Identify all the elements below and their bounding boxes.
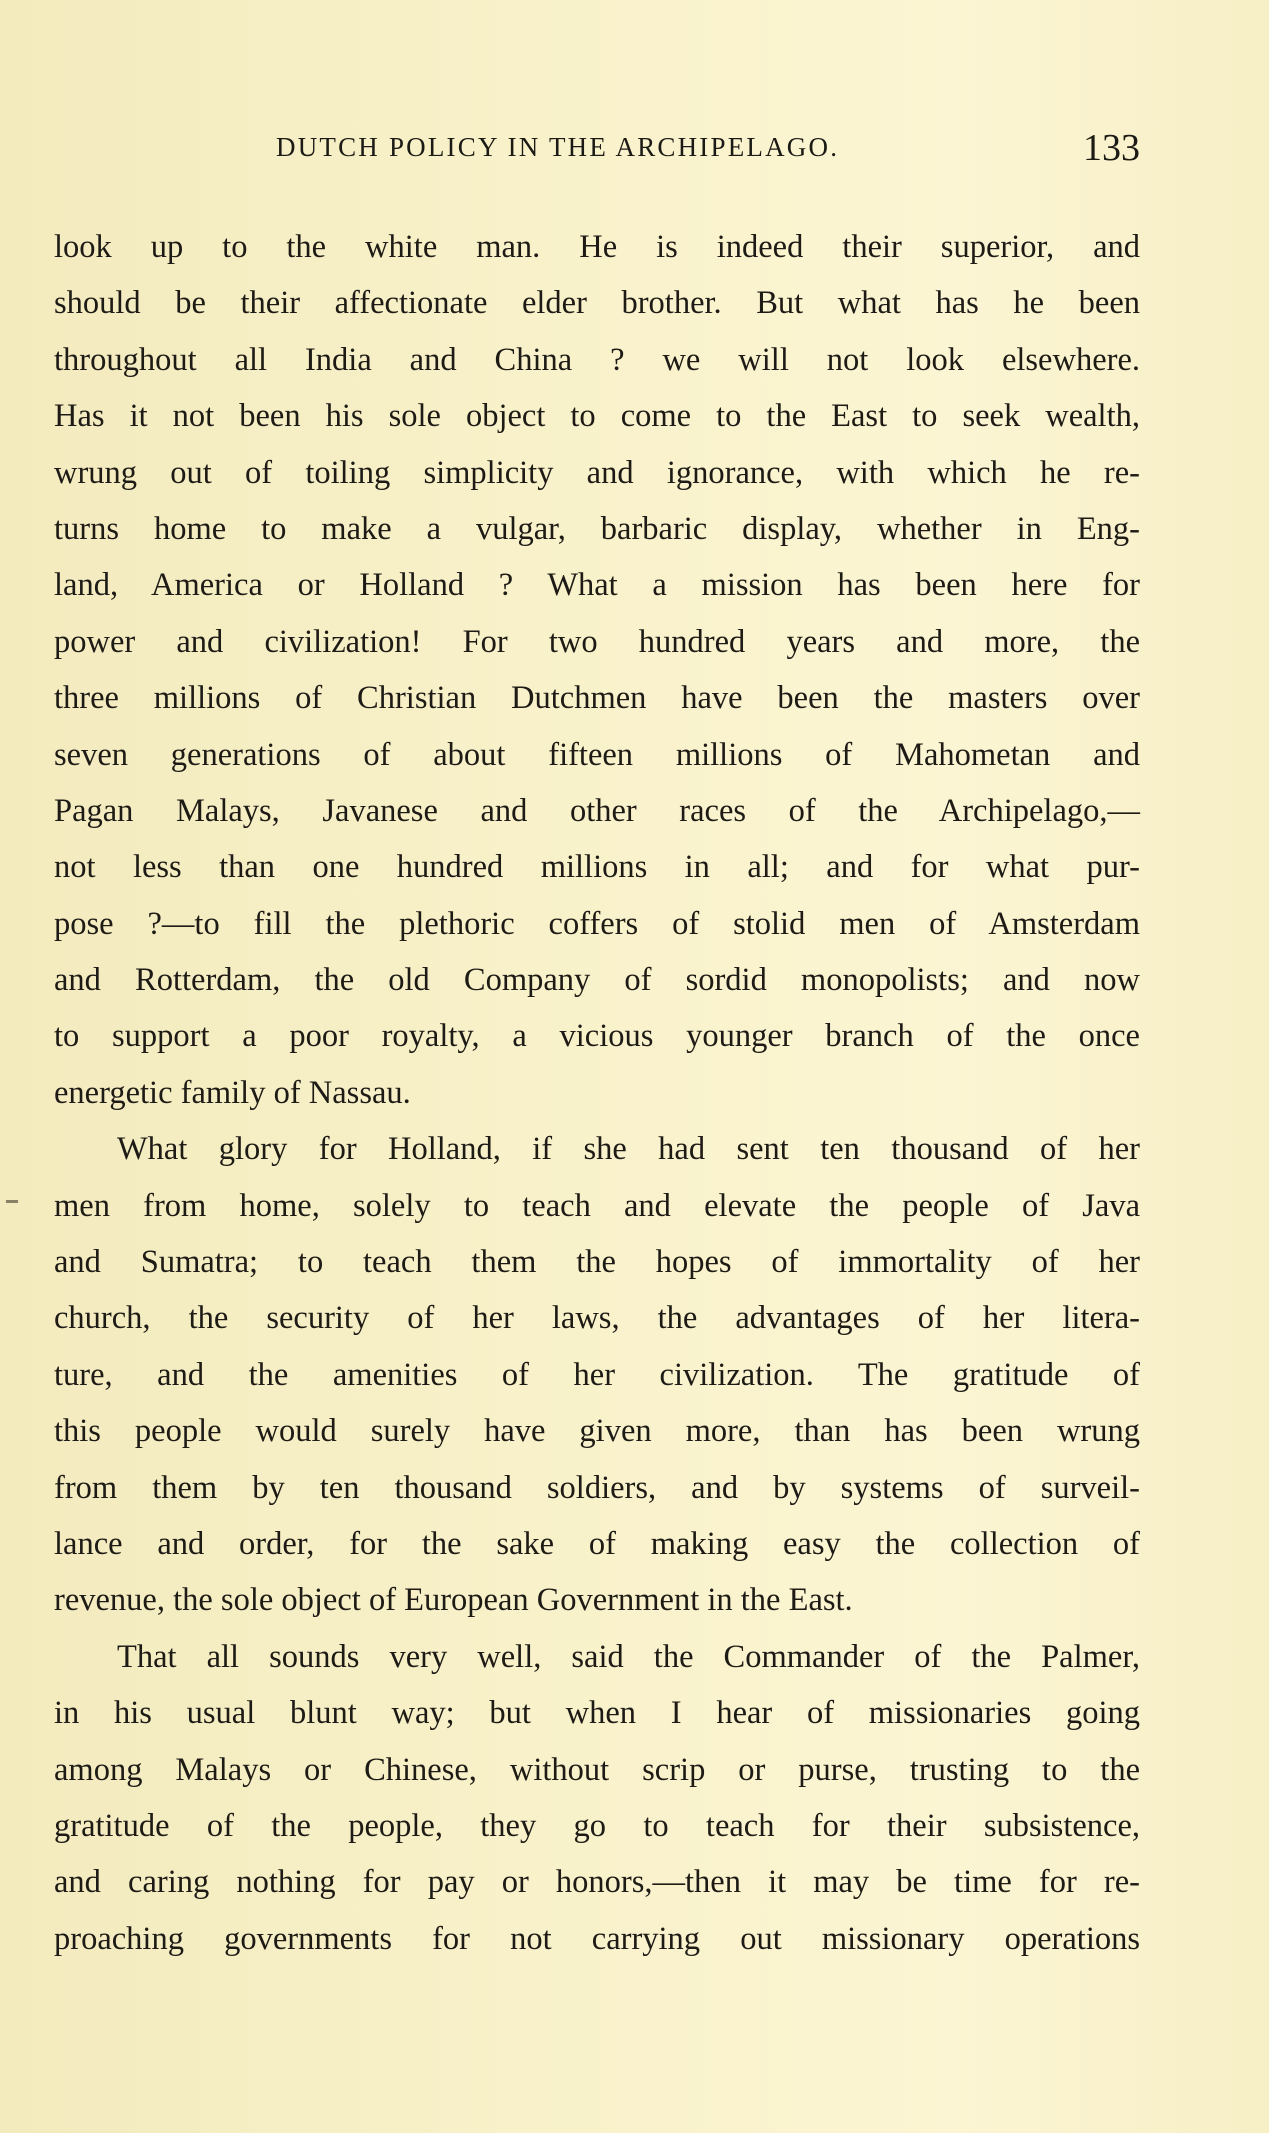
text-line: wrung out of toiling simplicity and ignorance, with which he re- xyxy=(54,454,1140,491)
page-number: 133 xyxy=(1083,127,1140,169)
text-line: from them by ten thousand soldiers, and by systems of surveil- xyxy=(54,1469,1140,1506)
text-line: to support a poor royalty, a vicious younger branch of the once xyxy=(54,1018,1140,1055)
text-line: three millions of Christian Dutchmen have been the masters over xyxy=(54,680,1140,717)
text-line: Has it not been his sole object to come to the East to seek wealth, xyxy=(54,398,1140,435)
text-line: this people would surely have given more, than has been wrung xyxy=(54,1413,1140,1450)
text-line: power and civilization! For two hundred years and more, the xyxy=(54,623,1140,660)
text-line: look up to the white man. He is indeed their superior, and xyxy=(54,229,1140,265)
text-line: and Sumatra; to teach them the hopes of immortality of her xyxy=(54,1244,1140,1281)
text-line: pose ?—to fill the plethoric coffers of stolid men of Amsterdam xyxy=(54,905,1140,942)
running-head xyxy=(54,126,1140,170)
text-line: ture, and the amenities of her civilization. The gratitude of xyxy=(54,1356,1140,1393)
text-line: not less than one hundred millions in all; and for what pur- xyxy=(54,849,1140,886)
paragraph-first-line: That all sounds very well, said the Commander of the Palmer, xyxy=(117,1638,1140,1675)
running-title: DUTCH POLICY IN THE ARCHIPELAGO. xyxy=(276,132,840,162)
text-line: and Rotterdam, the old Company of sordid monopolists; and now xyxy=(54,962,1140,999)
text-line: throughout all India and China ? we will not look elsewhere. xyxy=(54,341,1140,378)
text-line: should be their affectionate elder brother. But what has he been xyxy=(54,285,1140,322)
text-line: among Malays or Chinese, without scrip or purse, trusting to the xyxy=(54,1751,1140,1788)
text-line: turns home to make a vulgar, barbaric display, whether in Eng- xyxy=(54,510,1140,547)
margin-speck xyxy=(6,1200,18,1203)
text-line: energetic family of Nassau. xyxy=(54,1074,411,1111)
text-line: church, the security of her laws, the advantages of her litera- xyxy=(54,1300,1140,1337)
text-line: Pagan Malays, Javanese and other races of the Archipelago,— xyxy=(54,792,1140,829)
text-line: revenue, the sole object of European Government in the East. xyxy=(54,1582,853,1619)
body-text xyxy=(54,219,1140,1967)
text-line: land, America or Holland ? What a mission has been here for xyxy=(54,567,1140,604)
text-line: and caring nothing for pay or honors,—then it may be time for re- xyxy=(54,1864,1140,1901)
paragraph-first-line: What glory for Holland, if she had sent ten thousand of her xyxy=(117,1131,1140,1168)
text-line: in his usual blunt way; but when I hear of missionaries going xyxy=(54,1695,1140,1732)
text-line: proaching governments for not carrying out missionary operations xyxy=(54,1920,1140,1957)
text-line: men from home, solely to teach and elevate the people of Java xyxy=(54,1187,1140,1224)
text-line: gratitude of the people, they go to teach for their subsistence, xyxy=(54,1807,1140,1844)
text-line: seven generations of about fifteen millions of Mahometan and xyxy=(54,736,1140,773)
text-line: lance and order, for the sake of making easy the collection of xyxy=(54,1525,1140,1562)
